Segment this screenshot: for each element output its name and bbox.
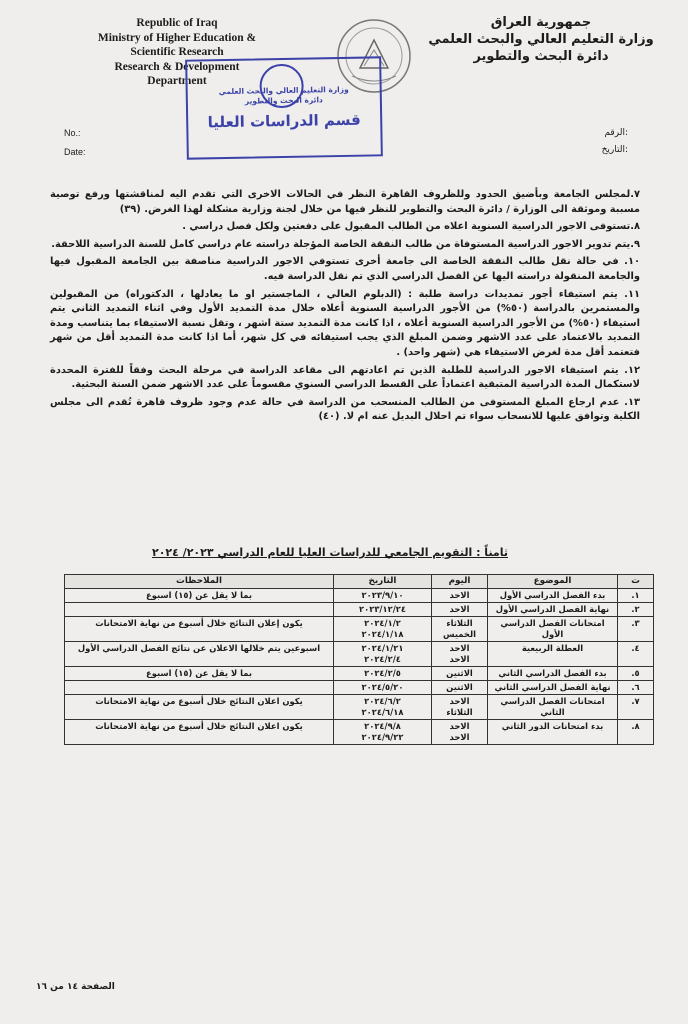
letterhead-ar-line: وزارة التعليم العالي والبحث العلمي [428,32,654,47]
academic-calendar-table [64,574,654,745]
cell-day: الاحد الثلاثاء [432,695,488,720]
cell-date: ٢٠٢٤/٦/٢ ٢٠٢٤/٦/١٨ [334,695,432,720]
cell-day: الاحد [432,603,488,617]
table-row [65,695,654,720]
ref-number-label-ar: الرقم: [604,128,628,138]
clause-9: ٩.يتم تدوير الاجور الدراسية المستوفاة من طالب النفقة الخاصة المؤجلة دراسته عام دراسي كامل للسنة الدراسية اللاحقة. [51,238,640,250]
stamp-line: دائرة البحث والتطوير [244,95,323,106]
cell-day: الاثنين [432,667,488,681]
cell-day: الثلاثاء الخميس [432,617,488,642]
cell-day: الاحد الاحد [432,642,488,667]
cell-date: ٢٠٢٤/١/٢ ٢٠٢٤/١/١٨ [334,617,432,642]
letterhead-en-line: Department [147,75,207,87]
cell-n: ٨. [618,720,654,745]
table-body [65,589,654,745]
table-row [65,603,654,617]
table-row [65,667,654,681]
cell-topic: نهاية الفصل الدراسي الأول [488,603,618,617]
header-topic: الموضوع [488,575,618,589]
cell-topic: بدء امتحانات الدور الثاني [488,720,618,745]
letterhead-en-line: Research & Development [114,60,240,73]
stamp-department-name: قسم الدراسات العليا [207,110,361,132]
cell-topic: بدء الفصل الدراسي الأول [488,589,618,603]
table-row [65,617,654,642]
cell-notes: يكون اعلان النتائج خلال أسبوع من نهاية الامتحانات [65,695,334,720]
table-header-row [65,575,654,589]
clause-13: ١٣. عدم ارجاع المبلغ المستوفى من الطالب المنسحب من الدراسة في حالة عدم وجود ظروف قاهرة تُقدم الى مجلس الكلية وتوافق عليها للانسحاب سواء تم احلال البديل عنه ام لا. (٤٠) [50,396,640,423]
header-notes: الملاحظات [65,575,334,589]
cell-date: ٢٠٢٣/١٢/٢٤ [334,603,432,617]
cell-n: ١. [618,589,654,603]
clause-8: ٨.تستوفى الاجور الدراسية السنوية اعلاه من الطالب المقبول على دفعتين ولكل فصل دراسي . [182,221,640,233]
clause-12: ١٢. يتم استيفاء الاجور الدراسية للطلبة الذين تم اعادتهم الى مقاعد الدراسة في مرحلة البحث وفقاً للفترة المحددة لاستكمال المدة الدراسية المتبقية اعتماداً على القسط الدراسي السنوي مقسوماً على عدد الاشهر ضمن السنة البحثية. [50,364,640,391]
cell-notes: بما لا يقل عن (١٥) اسبوع [65,589,334,603]
cell-topic: امتحانات الفصل الدراسي الثاني [488,695,618,720]
table-row [65,681,654,695]
ref-number-label: No.: [64,128,81,138]
cell-notes: يكون اعلان النتائج خلال أسبوع من نهاية الامتحانات [65,720,334,745]
letterhead-arabic [416,14,666,65]
letterhead-en-line: Republic of Iraq [136,17,218,29]
cell-date: ٢٠٢٣/٩/١٠ [334,589,432,603]
clause-10: ١٠. في حالة نقل طالب النفقة الخاصة الى جامعة أخرى تستوفي الاجور الدراسية مناصفة بين الجامعة المقبول فيها والجامعة المنقولة دراسته اليها عن الفصل الدراسي الذي تم نقل الدراسة فيه. [50,256,640,282]
letterhead-en-line: Scientific Research [130,46,224,58]
cell-n: ٤. [618,642,654,667]
section-heading: ثامناً : التقويم الجامعي للدراسات العليا للعام الدراسي ٢٠٢٣/ ٢٠٢٤ [152,546,508,559]
stamp-line: وزارة التعليم العالي والبحث العلمي [218,84,349,97]
cell-notes: يكون إعلان النتائج خلال أسبوع من نهاية الامتحانات [65,617,334,642]
regulation-clauses [50,188,640,428]
clause-7: ٧.لمجلس الجامعة وبأضيق الحدود وللظروف القاهرة النظر في الحالات الاخرى التي تقدم اليه لمناقشتها ورفع توصية مسببة وموثقة الى الوزارة / دائرة البحث والتطوير للنظر فيها من خلال لجنة وزارية مشكلة لهذا الغرض. (٣٩) [50,189,640,215]
cell-date: ٢٠٢٤/٢/٥ [334,667,432,681]
page-number: الصفحة ١٤ من ١٦ [36,982,115,992]
cell-date: ٢٠٢٤/٩/٨ ٢٠٢٤/٩/٢٢ [334,720,432,745]
cell-notes [65,681,334,695]
cell-notes: بما لا يقل عن (١٥) اسبوع [65,667,334,681]
cell-day: الاحد [432,589,488,603]
cell-notes [65,603,334,617]
department-stamp [185,56,383,159]
cell-topic: بدء الفصل الدراسي الثاني [488,667,618,681]
header-date: التاريخ [334,575,432,589]
cell-notes: اسبوعين يتم خلالها الاعلان عن نتائج الفصل الدراسي الأول [65,642,334,667]
cell-day: الاثنين [432,681,488,695]
table-row [65,720,654,745]
cell-date: ٢٠٢٤/١/٢١ ٢٠٢٤/٢/٤ [334,642,432,667]
clause-11: ١١. يتم استيفاء أجور تمديدات دراسة طلبة : (الدبلوم العالي ، الماجستير او ما يعادلها ، الدكتوراه) من المقبولين والمستمرين بالدراسة (٥٠%) من الأجور الدراسية السنوية أعلاه خلال مدة التمديد الأول وفي اثناء التمديد الثاني يتم استيفاء (٥٠%) من الأجور الدراسية السنوية أعلاه ، اذا كانت مدة التمديد ستة اشهر ، وتقل نسبة الاستيفاء بما يتناسب ومدة التمديد بالاعتماد على عدد الاشهر وضمن المبلغ الذي يجب استيفائه في كل شهر، أما اذا كانت مدة التمديد أقل من شهر فتعتمد أقل مدة لغرض الاستيفاء هي (شهر واحد) . [50,288,640,358]
header-day: اليوم [432,575,488,589]
cell-n: ٧. [618,695,654,720]
cell-n: ٥. [618,667,654,681]
ref-date-label-ar: التاريخ: [601,145,628,155]
table-row [65,589,654,603]
cell-n: ٦. [618,681,654,695]
cell-topic: امتحانات الفصل الدراسي الأول [488,617,618,642]
cell-topic: نهاية الفصل الدراسي الثاني [488,681,618,695]
header-number: ت [618,575,654,589]
ref-date-label: Date: [64,147,86,157]
cell-topic: العطلة الربيعية [488,642,618,667]
cell-date: ٢٠٢٤/٥/٢٠ [334,681,432,695]
table-row [65,642,654,667]
letterhead-ar-line: دائرة البحث والتطوير [473,49,609,64]
cell-n: ٣. [618,617,654,642]
cell-day: الاحد الاحد [432,720,488,745]
cell-n: ٢. [618,603,654,617]
letterhead-en-line: Ministry of Higher Education & [97,31,257,44]
letterhead-ar-line: جمهورية العراق [490,15,592,30]
